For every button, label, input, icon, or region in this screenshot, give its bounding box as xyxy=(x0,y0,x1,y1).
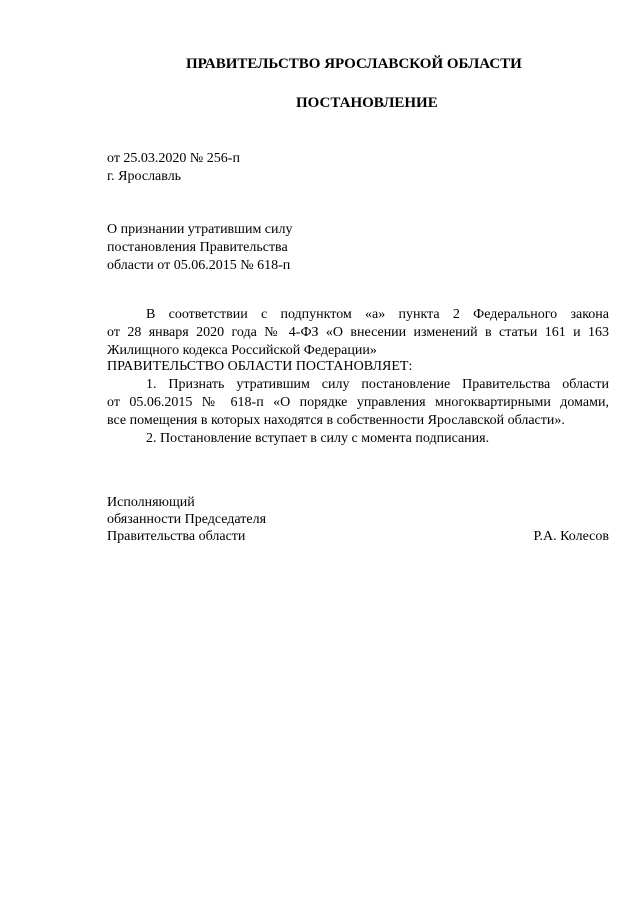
subject-line-2: постановления Правительства xyxy=(107,240,288,255)
signer-position-line-2: обязанности Председателя xyxy=(107,512,267,527)
item-2: 2. Постановление вступает в силу с момента подписания. xyxy=(146,431,490,446)
city: г. Ярославль xyxy=(107,169,182,184)
resolves-clause: ПРАВИТЕЛЬСТВО ОБЛАСТИ ПОСТАНОВЛЯЕТ: xyxy=(107,359,413,374)
government-title: ПРАВИТЕЛЬСТВО ЯРОСЛАВСКОЙ ОБЛАСТИ xyxy=(186,56,522,72)
signer-name: Р.А. Колесов xyxy=(533,529,609,544)
preamble-line-3: Жилищного кодекса Российской Федерации» xyxy=(107,343,377,358)
item-1-line-2: от 05.06.2015 № 618-п «О порядке управления многоквартирными домами, xyxy=(107,395,609,410)
signer-position-line-3: Правительства области xyxy=(107,529,246,544)
date-and-number: от 25.03.2020 № 256-п xyxy=(107,151,240,166)
subject-line-3: области от 05.06.2015 № 618-п xyxy=(107,258,291,273)
signer-position-line-1: Исполняющий xyxy=(107,495,195,510)
preamble-line-2: от 28 января 2020 года № 4-ФЗ «О внесении изменений в статьи 161 и 163 xyxy=(107,325,609,340)
preamble-line-1: В соответствии с подпунктом «а» пункта 2 Федерального закона xyxy=(146,307,609,322)
item-1-line-3: все помещения в которых находятся в собственности Ярославской области». xyxy=(107,413,565,428)
item-1-line-1: 1. Признать утратившим силу постановление Правительства области xyxy=(146,377,609,392)
document-type-title: ПОСТАНОВЛЕНИЕ xyxy=(296,95,438,111)
subject-line-1: О признании утратившим силу xyxy=(107,222,293,237)
